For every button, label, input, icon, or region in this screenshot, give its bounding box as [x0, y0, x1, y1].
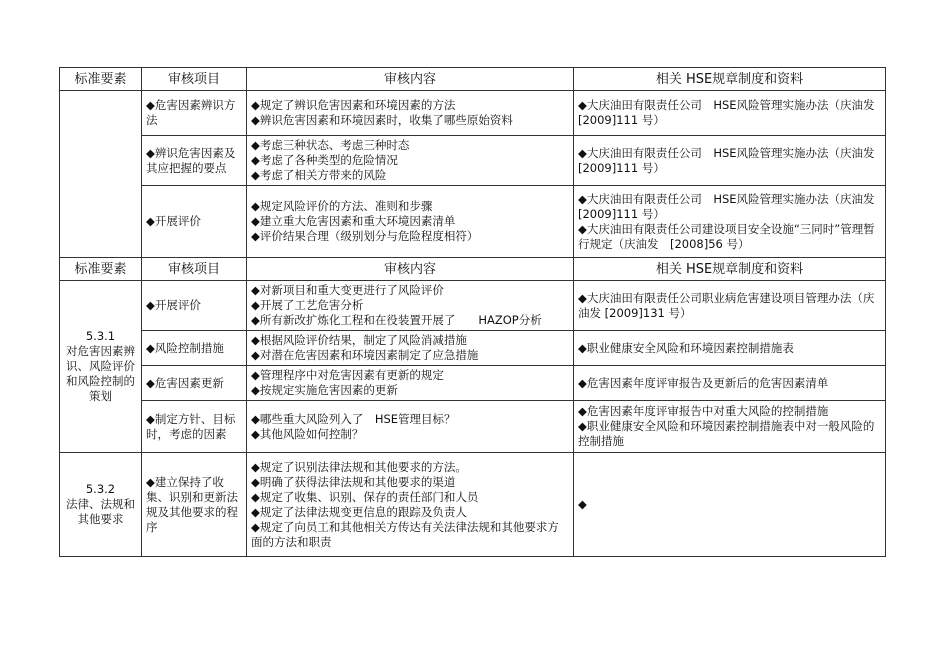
header-standard-element: 标准要素 [60, 258, 142, 281]
standard-element-label [64, 482, 137, 527]
audit-item-cell: ◆制定方针、目标时，考虑的因素 [142, 401, 247, 453]
hse-audit-table [59, 67, 886, 557]
header-audit-item: 审核项目 [142, 68, 247, 91]
audit-content-cell: ◆管理程序中对危害因素有更新的规定 ◆按规定实施危害因素的更新 [247, 366, 574, 401]
audit-content-cell: ◆哪些重大风险列入了 HSE管理目标？ ◆其他风险如何控制？ [247, 401, 574, 453]
standard-element-line: 法律、法规和其他要求 [66, 497, 135, 526]
header-standard-element: 标准要素 [60, 68, 142, 91]
table-row [60, 453, 886, 557]
audit-item-cell: ◆建立保持了收集、识别和更新法规及其他要求的程序 [142, 453, 247, 557]
audit-item-cell: ◆开展评价 [142, 186, 247, 258]
regulation-cell: ◆大庆油田有限责任公司 HSE风险管理实施办法（庆油发[2009]111 号） [574, 136, 886, 186]
audit-item-cell: ◆开展评价 [142, 281, 247, 331]
header-related-regulations: 相关 HSE规章制度和资料 [574, 258, 886, 281]
table-row [60, 91, 886, 136]
regulation-cell: ◆大庆油田有限责任公司 HSE风险管理实施办法（庆油发[2009]111 号） ◆大庆油田有限责任公司建设项目安全设施“三同时”管理暂行规定（庆油发 [2008]56 号） [574, 186, 886, 258]
header-row [60, 68, 886, 91]
regulation-cell: ◆大庆油田有限责任公司职业病危害建设项目管理办法（庆油发 [2009]131 号） [574, 281, 886, 331]
standard-element-label [64, 329, 137, 404]
table-row [60, 331, 886, 366]
table-row [60, 281, 886, 331]
table-row [60, 366, 886, 401]
table-row [60, 136, 886, 186]
table-row [60, 401, 886, 453]
audit-item-cell: ◆危害因素辨识方法 [142, 91, 247, 136]
audit-content-cell: ◆规定了识别法律法规和其他要求的方法。 ◆明确了获得法律法规和其他要求的渠道 ◆规定了收集、识别、保存的责任部门和人员 ◆规定了法律法规变更信息的跟踪及负责人 ◆规定了向员工和其他相关方传达有关法律法规和其他要求方面的方法和职责 [247, 453, 574, 557]
audit-item-cell: ◆辨识危害因素及其应把握的要点 [142, 136, 247, 186]
audit-content-cell: ◆根据风险评价结果，制定了风险消减措施 ◆对潜在危害因素和环境因素制定了应急措施 [247, 331, 574, 366]
regulation-cell: ◆职业健康安全风险和环境因素控制措施表 [574, 331, 886, 366]
table-row [60, 186, 886, 258]
standard-element-line: 对危害因素辨识、风险评价和风险控制的策划 [66, 344, 135, 403]
standard-element-cell [60, 91, 142, 258]
regulation-cell: ◆ [574, 453, 886, 557]
regulation-cell: ◆大庆油田有限责任公司 HSE风险管理实施办法（庆油发[2009]111 号） [574, 91, 886, 136]
standard-element-cell [60, 281, 142, 453]
audit-item-cell: ◆危害因素更新 [142, 366, 247, 401]
audit-item-cell: ◆风险控制措施 [142, 331, 247, 366]
regulation-cell: ◆危害因素年度评审报告中对重大风险的控制措施 ◆职业健康安全风险和环境因素控制措施表中对一般风险的控制措施 [574, 401, 886, 453]
standard-element-cell [60, 453, 142, 557]
audit-content-cell: ◆对新项目和重大变更进行了风险评价 ◆开展了工艺危害分析 ◆所有新改扩炼化工程和在役装置开展了 HAZOP分析 [247, 281, 574, 331]
audit-content-cell: ◆考虑三种状态、考虑三种时态 ◆考虑了各种类型的危险情况 ◆考虑了相关方带来的风险 [247, 136, 574, 186]
header-audit-item: 审核项目 [142, 258, 247, 281]
audit-content-cell: ◆规定风险评价的方法、准则和步骤 ◆建立重大危害因素和重大环境因素清单 ◆评价结果合理（级别划分与危险程度相符） [247, 186, 574, 258]
header-row [60, 258, 886, 281]
header-related-regulations: 相关 HSE规章制度和资料 [574, 68, 886, 91]
header-audit-content: 审核内容 [247, 258, 574, 281]
standard-element-line: 5.3.1 [85, 329, 116, 343]
audit-content-cell: ◆规定了辨识危害因素和环境因素的方法 ◆辨识危害因素和环境因素时，收集了哪些原始资料 [247, 91, 574, 136]
header-audit-content: 审核内容 [247, 68, 574, 91]
standard-element-line: 5.3.2 [85, 482, 116, 496]
regulation-cell: ◆危害因素年度评审报告及更新后的危害因素清单 [574, 366, 886, 401]
